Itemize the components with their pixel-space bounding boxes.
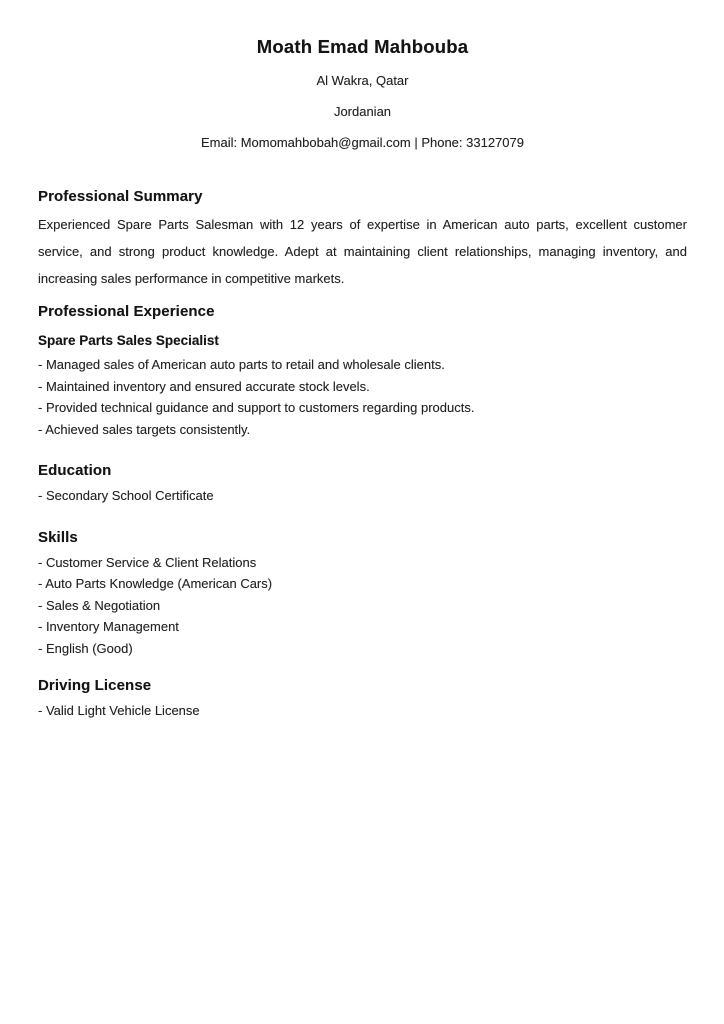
section-title-driving-license: Driving License xyxy=(38,677,152,694)
bullet-item: - Auto Parts Knowledge (American Cars) xyxy=(38,576,273,591)
section-title-professional-summary: Professional Summary xyxy=(38,188,203,205)
bullet-item: - Managed sales of American auto parts to retail and wholesale clients. xyxy=(38,357,445,372)
experience-bullet-list xyxy=(38,354,687,440)
bullet-item: - Customer Service & Client Relations xyxy=(38,554,257,570)
resume-header xyxy=(38,36,687,151)
driving-license-bullet-list xyxy=(38,700,687,722)
section-skills xyxy=(38,528,687,660)
skills-bullet-list xyxy=(38,552,687,660)
bullet-item: - Valid Light Vehicle License xyxy=(38,703,200,718)
candidate-contact: Email: Momomahbobah@gmail.com | Phone: 33127079 xyxy=(201,135,524,150)
candidate-nationality: Jordanian xyxy=(333,104,392,119)
section-professional-experience xyxy=(38,302,687,440)
bullet-item: - English (Good) xyxy=(38,640,133,656)
candidate-location: Al Wakra, Qatar xyxy=(316,73,409,88)
bullet-item: - Inventory Management xyxy=(38,619,179,634)
education-bullet-list xyxy=(38,485,687,507)
job-title: Spare Parts Sales Specialist xyxy=(38,333,219,348)
summary-paragraph: Experienced Spare Parts Salesman with 12 years of expertise in American auto parts, excellent customer service, and strong product knowledge. Adept at maintaining client relationships, managing inventory, and increasing sales performance in competitive markets. xyxy=(38,217,687,286)
bullet-item: - Provided technical guidance and support to customers regarding products. xyxy=(38,400,475,415)
candidate-name: Moath Emad Mahbouba xyxy=(256,36,469,57)
section-driving-license xyxy=(38,676,687,722)
bullet-item: - Maintained inventory and ensured accurate stock levels. xyxy=(38,378,370,394)
section-education xyxy=(38,461,687,507)
bullet-item: - Secondary School Certificate xyxy=(38,488,214,503)
section-title-professional-experience: Professional Experience xyxy=(38,303,215,320)
bullet-item: - Sales & Negotiation xyxy=(38,597,161,613)
section-title-skills: Skills xyxy=(38,528,78,546)
section-professional-summary xyxy=(38,187,687,292)
bullet-item: - Achieved sales targets consistently. xyxy=(38,421,251,437)
section-title-education: Education xyxy=(38,462,112,479)
